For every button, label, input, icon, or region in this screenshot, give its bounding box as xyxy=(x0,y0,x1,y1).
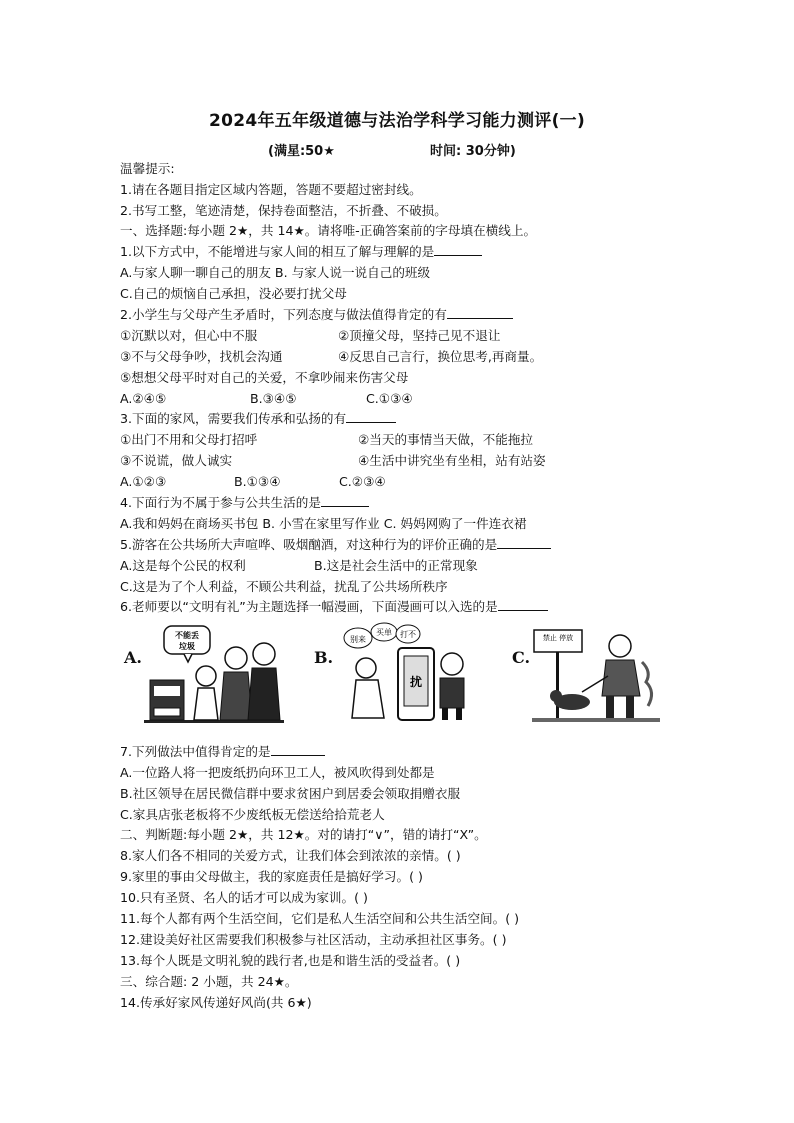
question-8[interactable]: 8.家人们各不相同的关爱方式，让我们体会到浓浓的亲情。( ) xyxy=(120,848,461,863)
question-1-option-c: C.自己的烦恼自己承担，没必要打扰父母 xyxy=(120,286,347,301)
question-7 xyxy=(120,743,325,761)
question-5-option-c: C.这是为了个人利益，不顾公共利益，扰乱了公共场所秩序 xyxy=(120,579,448,594)
question-6 xyxy=(120,598,548,616)
question-2-stem: 2.小学生与父母产生矛盾时，下列态度与做法值得肯定的有 xyxy=(120,307,447,322)
question-4-stem: 4.下面行为不属于参与公共生活的是 xyxy=(120,495,321,510)
comic-c-sign-text: 禁止 停放 xyxy=(542,634,574,642)
question-1 xyxy=(120,243,482,261)
comic-a-sign-text: 不能丢 xyxy=(175,631,199,640)
question-7-option-a: A.一位路人将一把废纸扔向环卫工人，被风吹得到处都是 xyxy=(120,765,435,780)
question-14: 14.传承好家风传递好风尚(共 6★) xyxy=(120,995,312,1010)
answer-blank[interactable] xyxy=(498,598,548,611)
comic-b-bubble-2: 买单 xyxy=(376,628,392,637)
question-5-option-a: A.这是每个公民的权利 xyxy=(120,558,246,573)
question-11[interactable]: 11.每个人都有两个生活空间，它们是私人生活空间和公共生活空间。( ) xyxy=(120,911,520,926)
tips-heading: 温馨提示: xyxy=(120,161,175,176)
question-3-option-a: A.①②③ xyxy=(120,474,167,489)
question-2 xyxy=(120,306,513,324)
question-3-option-c: C.②③④ xyxy=(339,474,386,489)
answer-blank[interactable] xyxy=(447,306,513,319)
question-5 xyxy=(120,536,551,554)
question-2-item-3: ③不与父母争吵，找机会沟通 xyxy=(120,349,283,364)
question-12[interactable]: 12.建设美好社区需要我们积极参与社区活动，主动承担社区事务。( ) xyxy=(120,932,507,947)
comic-label-a: A. xyxy=(124,648,142,667)
answer-blank[interactable] xyxy=(497,536,551,549)
question-2-item-4: ④反思自己言行，换位思考,再商量。 xyxy=(338,349,543,364)
question-7-option-c: C.家具店张老板将不少废纸板无偿送给拾荒老人 xyxy=(120,807,385,822)
comic-label-b: B. xyxy=(314,648,334,667)
question-3-item-3: ③不说谎，做人诚实 xyxy=(120,453,233,468)
question-2-item-2: ②顶撞父母，坚持己见不退让 xyxy=(338,328,501,343)
question-1-stem: 1.以下方式中，不能增进与家人间的相互了解与理解的是 xyxy=(120,244,435,259)
comic-c[interactable] xyxy=(532,622,660,726)
comic-b-bubble-3: 打不 xyxy=(400,630,416,639)
comic-label-c: C. xyxy=(512,648,531,667)
section2-heading: 二、判断题:每小题 2★，共 12★。对的请打“∨”，错的请打“X”。 xyxy=(120,827,487,842)
page-title: 2024年五年级道德与法治学科学习能力测评(一) xyxy=(208,111,586,131)
question-13[interactable]: 13.每个人既是文明礼貌的践行者,也是和谐生活的受益者。( ) xyxy=(120,953,461,968)
svg-text:垃圾: 垃圾 xyxy=(179,642,195,651)
answer-blank[interactable] xyxy=(346,410,396,423)
question-6-stem: 6.老师要以“文明有礼”为主题选择一幅漫画，下面漫画可以入选的是 xyxy=(120,599,498,614)
tip-2: 2.书写工整，笔迹清楚，保持卷面整洁，不折叠、不破损。 xyxy=(120,203,447,218)
question-4 xyxy=(120,494,369,512)
question-2-item-1: ①沉默以对，但心中不服 xyxy=(120,328,258,343)
question-2-item-5: ⑤想想父母平时对自己的关爱，不拿吵闹来伤害父母 xyxy=(120,370,409,385)
question-2-option-c: C.①③④ xyxy=(366,391,413,406)
question-5-stem: 5.游客在公共场所大声喧哗、吸烟酗酒，对这种行为的评价正确的是 xyxy=(120,537,498,552)
section1-heading: 一、选择题:每小题 2★，共 14★。请将唯-正确答案前的字母填在横线上。 xyxy=(120,223,537,238)
question-1-option-ab: A.与家人聊一聊自己的朋友 B. 与家人说一说自己的班级 xyxy=(120,265,431,280)
time-info: 时间: 30分钟) xyxy=(430,144,516,159)
question-9[interactable]: 9.家里的事由父母做主，我的家庭责任是搞好学习。( ) xyxy=(120,869,423,884)
comic-b-bubble-1: 别来 xyxy=(350,635,366,644)
question-2-option-b: B.③④⑤ xyxy=(250,391,297,406)
comic-b-sign: 扰 xyxy=(409,675,423,689)
answer-blank[interactable] xyxy=(434,243,482,256)
question-7-stem: 7.下列做法中值得肯定的是 xyxy=(120,744,271,759)
answer-blank[interactable] xyxy=(321,494,369,507)
question-2-option-a: A.②④⑤ xyxy=(120,391,167,406)
question-3-option-b: B.①③④ xyxy=(234,474,281,489)
question-3-item-1: ①出门不用和父母打招呼 xyxy=(120,432,258,447)
question-5-option-b: B.这是社会生活中的正常现象 xyxy=(314,558,478,573)
comic-b[interactable] xyxy=(336,622,476,726)
question-3-item-2: ②当天的事情当天做，不能拖拉 xyxy=(358,432,534,447)
answer-blank[interactable] xyxy=(271,743,325,756)
question-3 xyxy=(120,410,396,428)
question-3-stem: 3.下面的家风，需要我们传承和弘扬的有 xyxy=(120,411,347,426)
tip-1: 1.请在各题目指定区域内答题，答题不要超过密封线。 xyxy=(120,182,422,197)
question-10[interactable]: 10.只有圣贤、名人的话才可以成为家训。( ) xyxy=(120,890,368,905)
section3-heading: 三、综合题: 2 小题，共 24★。 xyxy=(120,974,298,989)
question-3-item-4: ④生活中讲究坐有坐相，站有站姿 xyxy=(358,453,546,468)
comic-a[interactable] xyxy=(144,622,284,726)
score-info: (满星:50★ xyxy=(268,144,335,159)
question-4-options: A.我和妈妈在商场买书包 B. 小雪在家里写作业 C. 妈妈网购了一件连衣裙 xyxy=(120,516,527,531)
question-7-option-b: B.社区领导在居民微信群中要求贫困户到居委会领取捐赠衣服 xyxy=(120,786,461,801)
